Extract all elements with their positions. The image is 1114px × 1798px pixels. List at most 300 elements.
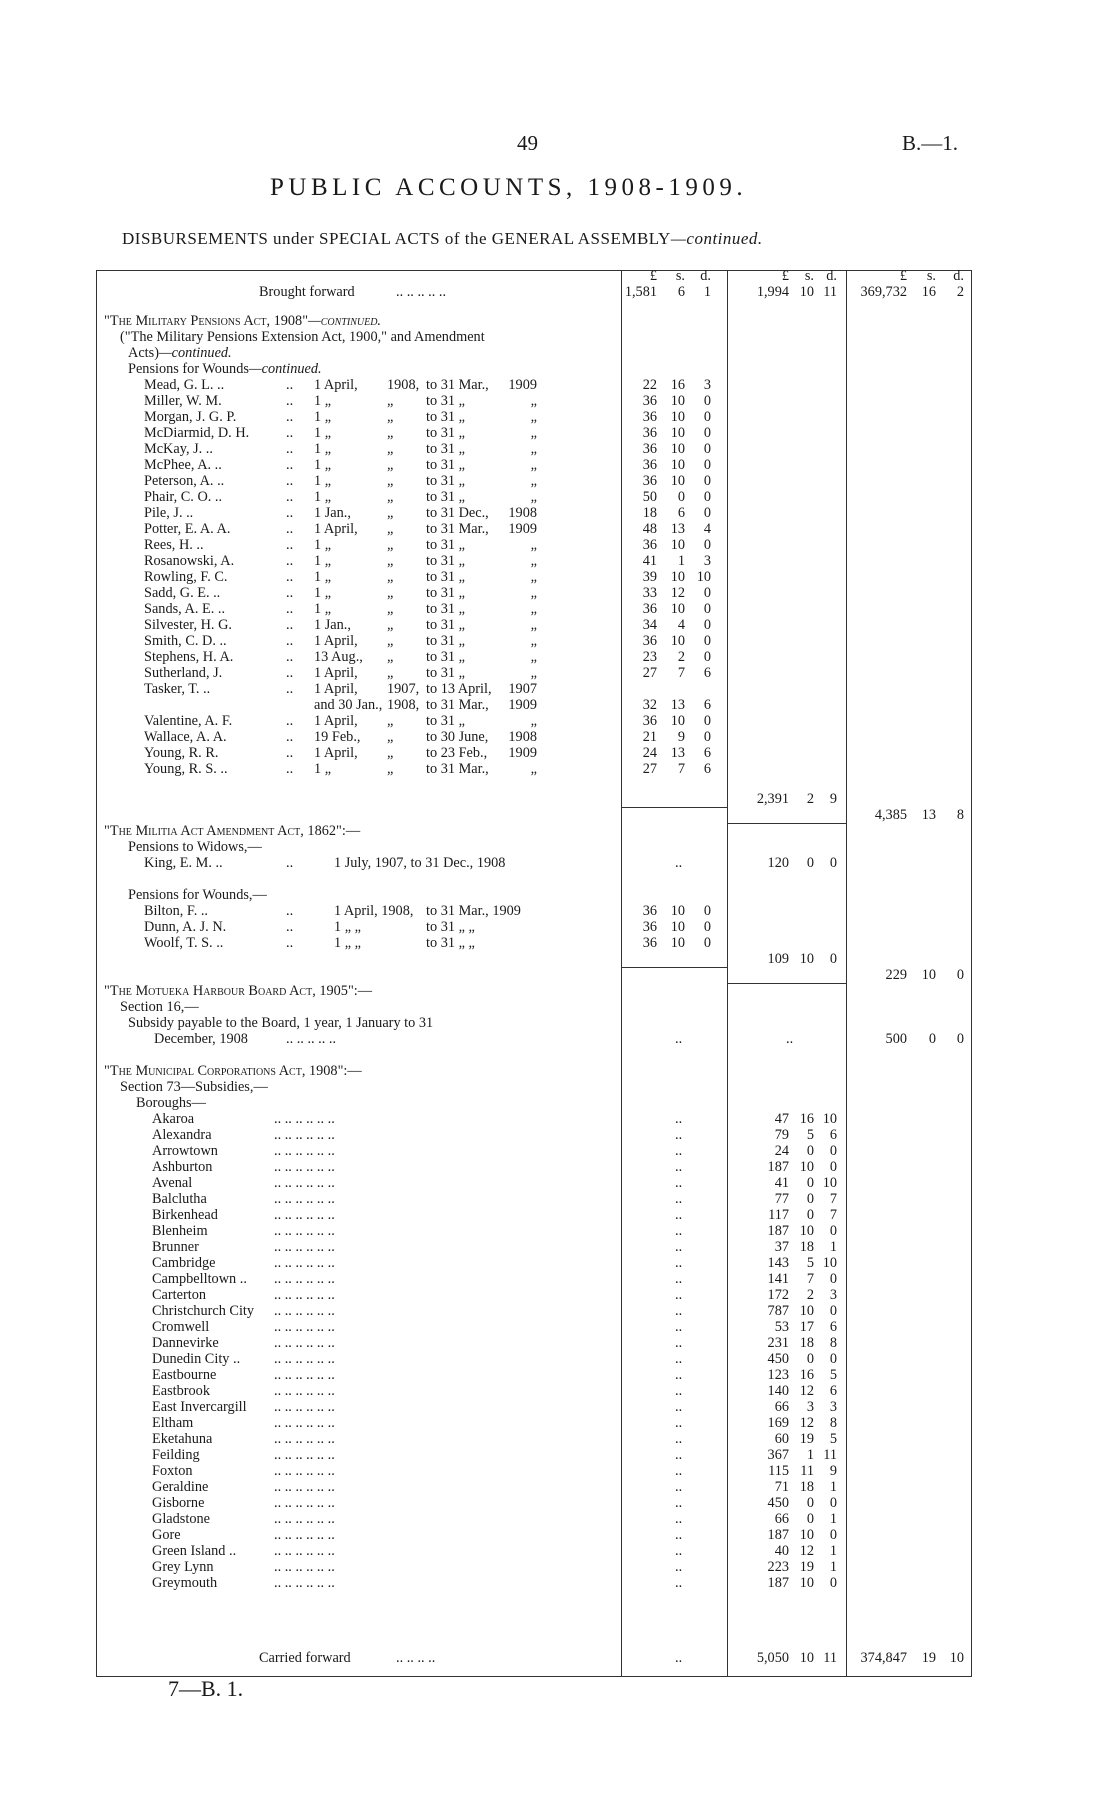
pension-amount-pounds: 36 [642, 537, 657, 553]
military-total-pounds: 4,385 [874, 807, 907, 823]
period-start-year: „ [387, 569, 394, 585]
borough-name: Dannevirke [152, 1335, 219, 1351]
borough-subsidy-pence: 0 [829, 1527, 837, 1543]
borough-subsidy-shillings: 0 [806, 1207, 814, 1223]
period-end: to 31 „ [426, 713, 465, 729]
page-title: PUBLIC ACCOUNTS, 1908-1909. [270, 174, 748, 201]
pension-amount-pounds: 27 [642, 761, 657, 777]
borough-subsidy-pounds: 47 [774, 1111, 789, 1127]
pension-amount-pounds: 36 [642, 633, 657, 649]
pension-amount-shillings: 13 [670, 521, 685, 537]
borough-subsidy-pence: 8 [829, 1415, 837, 1431]
borough-col1-leader: .. [675, 1207, 683, 1223]
borough-subsidy-pence: 1 [829, 1511, 837, 1527]
bf-col3-pounds: 369,732 [860, 284, 907, 300]
borough-name: Gisborne [152, 1495, 205, 1511]
pension-amount-shillings: 10 [670, 633, 685, 649]
borough-subsidy-shillings: 0 [806, 1175, 814, 1191]
pensioner-name: Wallace, A. A. [144, 729, 227, 745]
name-leader: .. [286, 553, 294, 569]
col3-pence-header: d. [953, 268, 964, 284]
cf-col2-shillings: 10 [799, 1650, 814, 1666]
borough-col1-leader: .. [675, 1575, 683, 1591]
pensioner-name: Mead, G. L. .. [144, 377, 225, 393]
col3-pound-header: £ [899, 268, 907, 284]
period-end-year: „ [530, 441, 537, 457]
pension-amount-pounds: 36 [642, 441, 657, 457]
pensioner-name: Phair, C. O. .. [144, 489, 223, 505]
borough-leader: .. .. .. .. .. .. [274, 1383, 335, 1399]
borough-col1-leader: .. [675, 1479, 683, 1495]
military-act-heading [104, 313, 381, 329]
period-end-year: „ [530, 665, 537, 681]
borough-name: Foxton [152, 1463, 193, 1479]
borough-subsidy-pence: 6 [829, 1383, 837, 1399]
pension-amount-pounds: 48 [642, 521, 657, 537]
municipal-act-heading: "The Municipal Corporations Act, 1908":— [104, 1063, 362, 1079]
name-leader: .. [286, 473, 294, 489]
period-start: 1 „ „ [334, 919, 361, 935]
table-right-border [971, 270, 972, 1677]
pension-amount-shillings: 10 [670, 601, 685, 617]
borough-subsidy-pence: 3 [829, 1399, 837, 1415]
pensioner-name: Silvester, H. G. [144, 617, 232, 633]
borough-subsidy-shillings: 0 [806, 1511, 814, 1527]
period-start-year: „ [387, 489, 394, 505]
period-end: to 31 „ [426, 409, 465, 425]
period-end: to 31 Dec., [426, 505, 489, 521]
widow-amount-pounds: 120 [767, 855, 789, 871]
period-end-year: „ [530, 601, 537, 617]
borough-leader: .. .. .. .. .. .. [274, 1431, 335, 1447]
name-leader: .. [286, 441, 294, 457]
borough-subsidy-pounds: 123 [767, 1367, 789, 1383]
borough-leader: .. .. .. .. .. .. [274, 1111, 335, 1127]
col1-border [621, 270, 622, 1677]
name-leader: .. [286, 425, 294, 441]
militia-col2-rule [727, 983, 846, 984]
period-start: 1 „ „ [334, 935, 361, 951]
pension-amount-shillings: 10 [670, 713, 685, 729]
period-end-year: 1908 [508, 729, 537, 745]
subtitle-suffix: —continued. [670, 229, 763, 248]
pension-amount-pence: 0 [703, 473, 711, 489]
bf-col1-pounds: 1,581 [624, 284, 657, 300]
pension-amount-shillings: 10 [670, 473, 685, 489]
name-leader: .. [286, 919, 294, 935]
pension-amount-pence: 10 [696, 569, 711, 585]
pension-amount-pence: 0 [703, 537, 711, 553]
table-left-border [96, 270, 97, 1677]
borough-subsidy-shillings: 19 [799, 1559, 814, 1575]
borough-subsidy-pounds: 40 [774, 1543, 789, 1559]
period-start: 1 „ [314, 585, 332, 601]
period-end-year: 1909 [508, 521, 537, 537]
military-subtotal-shillings: 2 [806, 791, 814, 807]
borough-subsidy-pounds: 187 [767, 1223, 789, 1239]
pension-amount-shillings: 10 [670, 457, 685, 473]
pension-amount-shillings: 10 [670, 935, 685, 951]
borough-subsidy-pounds: 787 [767, 1303, 789, 1319]
pensions-wounds-heading [128, 361, 322, 377]
col3-shilling-header: s. [926, 268, 936, 284]
borough-subsidy-pence: 0 [829, 1271, 837, 1287]
period-start: 1 „ [314, 457, 332, 473]
borough-subsidy-pounds: 187 [767, 1159, 789, 1175]
borough-subsidy-pounds: 60 [774, 1431, 789, 1447]
pension-amount-pounds: 50 [642, 489, 657, 505]
pensioner-name: Rowling, F. C. [144, 569, 228, 585]
cf-col2-pence: 11 [823, 1650, 837, 1666]
period-end: to 31 „ [426, 441, 465, 457]
page-subtitle [122, 229, 763, 249]
borough-subsidy-pence: 0 [829, 1575, 837, 1591]
borough-col1-leader: .. [675, 1383, 683, 1399]
name-leader: .. [286, 745, 294, 761]
borough-leader: .. .. .. .. .. .. [274, 1527, 335, 1543]
name-leader: .. [286, 633, 294, 649]
boroughs-heading: Boroughs— [136, 1095, 206, 1111]
pension-amount-pence: 0 [703, 601, 711, 617]
pensioner-name: Morgan, J. G. P. [144, 409, 237, 425]
pension-amount-shillings: 7 [677, 761, 685, 777]
name-leader: .. [286, 713, 294, 729]
name-leader: .. [286, 537, 294, 553]
period-start: 1 „ [314, 601, 332, 617]
report-reference: B.—1. [902, 131, 959, 155]
name-leader: .. [286, 409, 294, 425]
pension-amount-pounds: 36 [642, 393, 657, 409]
pension-amount-pounds: 23 [642, 649, 657, 665]
name-leader: .. [286, 903, 294, 919]
borough-subsidy-shillings: 18 [799, 1479, 814, 1495]
period-start: 1 April, [314, 745, 358, 761]
borough-subsidy-shillings: 12 [799, 1383, 814, 1399]
borough-subsidy-pounds: 140 [767, 1383, 789, 1399]
borough-subsidy-pence: 6 [829, 1127, 837, 1143]
pensioner-name: McPhee, A. .. [144, 457, 222, 473]
militia-act-heading: "The Militia Act Amendment Act, 1862":— [104, 823, 361, 839]
motueka-line2: December, 1908 [154, 1031, 248, 1047]
pensioner-name: McDiarmid, D. H. [144, 425, 250, 441]
borough-name: Geraldine [152, 1479, 209, 1495]
brought-forward-leaders: .. .. .. .. .. [396, 284, 447, 300]
period-start: 1 April, [314, 681, 358, 697]
borough-subsidy-pounds: 117 [768, 1207, 789, 1223]
name-leader: .. [286, 585, 294, 601]
period-end-year: „ [530, 713, 537, 729]
borough-subsidy-pence: 6 [829, 1319, 837, 1335]
borough-col1-leader: .. [675, 1511, 683, 1527]
borough-name: Eastbourne [152, 1367, 217, 1383]
pensioner-name: Valentine, A. F. [144, 713, 233, 729]
borough-subsidy-pence: 10 [822, 1111, 837, 1127]
pension-amount-pounds: 36 [642, 903, 657, 919]
borough-leader: .. .. .. .. .. .. [274, 1271, 335, 1287]
pension-amount-pounds: 18 [642, 505, 657, 521]
period-end: to 31 „ [426, 633, 465, 649]
pension-amount-pence: 0 [703, 935, 711, 951]
borough-subsidy-pounds: 79 [774, 1127, 789, 1143]
borough-leader: .. .. .. .. .. .. [274, 1239, 335, 1255]
col2-shilling-header: s. [804, 268, 814, 284]
period-end-year: 1909 [508, 745, 537, 761]
borough-col1-leader: .. [675, 1463, 683, 1479]
pension-amount-shillings: 10 [670, 537, 685, 553]
period-start: 1 „ [314, 425, 332, 441]
military-act-title: "The Military Pensions Act, 1908" [104, 313, 309, 329]
borough-subsidy-shillings: 12 [799, 1415, 814, 1431]
pension-amount-shillings: 10 [670, 393, 685, 409]
widow-amount-pence: 0 [829, 855, 837, 871]
borough-subsidy-pounds: 187 [767, 1527, 789, 1543]
militia-subtotal-shillings: 10 [799, 951, 814, 967]
pensioner-name: Smith, C. D. .. [144, 633, 227, 649]
borough-subsidy-pence: 0 [829, 1303, 837, 1319]
name-leader: .. [286, 377, 294, 393]
extension-act-acts: Acts) [128, 345, 159, 361]
borough-subsidy-shillings: 0 [806, 1143, 814, 1159]
pension-amount-pounds: 36 [642, 919, 657, 935]
widow-amount-shillings: 0 [806, 855, 814, 871]
pension-amount-pounds: 36 [642, 457, 657, 473]
borough-leader: .. .. .. .. .. .. [274, 1351, 335, 1367]
period-end: to 31 „ [426, 457, 465, 473]
pension-amount-pence: 6 [703, 745, 711, 761]
name-leader: .. [286, 617, 294, 633]
borough-name: Eastbrook [152, 1383, 210, 1399]
borough-subsidy-shillings: 10 [799, 1527, 814, 1543]
borough-subsidy-pounds: 169 [767, 1415, 789, 1431]
military-subtotal-pounds: 2,391 [756, 791, 789, 807]
borough-name: Christchurch City [152, 1303, 255, 1319]
pensions-wounds-label: Pensions for Wounds [128, 361, 249, 377]
brought-forward-label: Brought forward [259, 284, 355, 300]
pension-amount-pence: 0 [703, 633, 711, 649]
period-start: 13 Aug., [314, 649, 363, 665]
pension-amount-pence: 6 [703, 761, 711, 777]
borough-col1-leader: .. [675, 1191, 683, 1207]
period-end: to 30 June, [426, 729, 489, 745]
militia-total-shillings: 10 [921, 967, 936, 983]
col2-pound-header: £ [781, 268, 789, 284]
borough-leader: .. .. .. .. .. .. [274, 1479, 335, 1495]
period-start-year: „ [387, 441, 394, 457]
borough-name: Carterton [152, 1287, 206, 1303]
borough-subsidy-shillings: 0 [806, 1351, 814, 1367]
borough-name: Arrowtown [152, 1143, 218, 1159]
period-end: to 31 Mar., [426, 377, 489, 393]
borough-leader: .. .. .. .. .. .. [274, 1223, 335, 1239]
pension-amount-shillings: 13 [670, 697, 685, 713]
period-start-year: „ [387, 393, 394, 409]
pension-amount-pence: 0 [703, 489, 711, 505]
period-start-year: „ [387, 729, 394, 745]
borough-subsidy-shillings: 2 [806, 1287, 814, 1303]
col3-border [846, 270, 847, 1677]
widow-leader: .. [286, 855, 294, 871]
pensioner-name: Miller, W. M. [144, 393, 222, 409]
name-leader: .. [286, 569, 294, 585]
borough-col1-leader: .. [675, 1239, 683, 1255]
period-end-year: „ [530, 473, 537, 489]
borough-name: Greymouth [152, 1575, 218, 1591]
period-start: 1 „ [314, 441, 332, 457]
pension-amount-pounds: 36 [642, 935, 657, 951]
pension-amount-shillings: 16 [670, 377, 685, 393]
period-start: 1 April, [314, 665, 358, 681]
pensioner-name: Rees, H. .. [144, 537, 204, 553]
period-end-year: 1909 [508, 377, 537, 393]
pensioner-name: Potter, E. A. A. [144, 521, 231, 537]
period-end: to 23 Feb., [426, 745, 488, 761]
pensioner-name: Young, R. R. [144, 745, 219, 761]
borough-leader: .. .. .. .. .. .. [274, 1415, 335, 1431]
pension-amount-pence: 0 [703, 617, 711, 633]
name-leader: .. [286, 601, 294, 617]
col1-pence-header: d. [700, 268, 711, 284]
pension-amount-pounds: 32 [642, 697, 657, 713]
borough-name: Eketahuna [152, 1431, 213, 1447]
borough-subsidy-pounds: 53 [774, 1319, 789, 1335]
pensioner-name: Bilton, F. .. [144, 903, 209, 919]
borough-subsidy-pence: 1 [829, 1239, 837, 1255]
period-end-year: „ [530, 761, 537, 777]
borough-name: Akaroa [152, 1111, 195, 1127]
borough-col1-leader: .. [675, 1223, 683, 1239]
pensioner-name: Sutherland, J. [144, 665, 223, 681]
borough-subsidy-shillings: 10 [799, 1303, 814, 1319]
borough-subsidy-pounds: 77 [774, 1191, 789, 1207]
period-start: and 30 Jan., [314, 697, 383, 713]
accounts-table [96, 270, 972, 1677]
militia-wounds-heading: Pensions for Wounds,— [128, 887, 267, 903]
period-end-year: „ [530, 617, 537, 633]
pensioner-name: Dunn, A. J. N. [144, 919, 227, 935]
pension-amount-pence: 0 [703, 919, 711, 935]
military-act-suffix: —continued. [308, 313, 382, 329]
borough-subsidy-pence: 10 [822, 1255, 837, 1271]
borough-subsidy-shillings: 0 [806, 1495, 814, 1511]
borough-subsidy-shillings: 10 [799, 1575, 814, 1591]
borough-name: Avenal [152, 1175, 193, 1191]
borough-subsidy-pence: 1 [829, 1559, 837, 1575]
period-start-year: „ [387, 457, 394, 473]
period-start-year: „ [387, 425, 394, 441]
pension-amount-pounds: 36 [642, 425, 657, 441]
borough-name: Brunner [152, 1239, 199, 1255]
borough-subsidy-pounds: 141 [767, 1271, 789, 1287]
military-col1-rule [621, 807, 727, 808]
bf-col1-pence: 1 [703, 284, 711, 300]
pension-amount-shillings: 0 [677, 489, 685, 505]
pensioner-name: Peterson, A. .. [144, 473, 225, 489]
borough-leader: .. .. .. .. .. .. [274, 1559, 335, 1575]
borough-col1-leader: .. [675, 1175, 683, 1191]
borough-subsidy-shillings: 10 [799, 1223, 814, 1239]
period-start: 1 April, 1908, [334, 903, 414, 919]
borough-leader: .. .. .. .. .. .. [274, 1255, 335, 1271]
pension-amount-pounds: 39 [642, 569, 657, 585]
carried-forward-label: Carried forward [259, 1650, 351, 1666]
borough-col1-leader: .. [675, 1255, 683, 1271]
extension-act-line2 [128, 345, 232, 361]
period-end: to 13 April, [426, 681, 492, 697]
military-total-shillings: 13 [921, 807, 936, 823]
borough-subsidy-shillings: 0 [806, 1191, 814, 1207]
borough-leader: .. .. .. .. .. .. [274, 1575, 335, 1591]
subtitle-main: DISBURSEMENTS under SPECIAL ACTS of the GENERAL ASSEMBLY [122, 229, 671, 248]
motueka-total-pounds: 500 [885, 1031, 907, 1047]
table-top-rule [96, 270, 972, 271]
borough-name: Birkenhead [152, 1207, 218, 1223]
borough-name: East Invercargill [152, 1399, 247, 1415]
borough-subsidy-shillings: 10 [799, 1159, 814, 1175]
borough-subsidy-pounds: 24 [774, 1143, 789, 1159]
period-start: 1 April, [314, 713, 358, 729]
period-end: to 31 „ [426, 473, 465, 489]
borough-subsidy-shillings: 5 [806, 1127, 814, 1143]
borough-subsidy-pence: 1 [829, 1543, 837, 1559]
pension-amount-shillings: 10 [670, 409, 685, 425]
borough-col1-leader: .. [675, 1303, 683, 1319]
pension-amount-pounds: 33 [642, 585, 657, 601]
pensioner-name: Sands, A. E. .. [144, 601, 226, 617]
period-end: to 31 Mar., [426, 761, 489, 777]
period-end: to 31 „ [426, 537, 465, 553]
pension-amount-pence: 0 [703, 903, 711, 919]
period-start-year: 1908, [387, 377, 420, 393]
borough-col1-leader: .. [675, 1319, 683, 1335]
borough-col1-leader: .. [675, 1351, 683, 1367]
period-end-year: „ [530, 409, 537, 425]
name-leader: .. [286, 457, 294, 473]
borough-subsidy-pounds: 223 [767, 1559, 789, 1575]
borough-col1-leader: .. [675, 1415, 683, 1431]
borough-name: Dunedin City .. [152, 1351, 241, 1367]
pension-amount-shillings: 10 [670, 919, 685, 935]
borough-col1-leader: .. [675, 1287, 683, 1303]
period-start-year: „ [387, 505, 394, 521]
col1-pound-header: £ [649, 268, 657, 284]
borough-col1-leader: .. [675, 1335, 683, 1351]
borough-subsidy-pence: 8 [829, 1335, 837, 1351]
name-leader: .. [286, 665, 294, 681]
pensioner-name: Woolf, T. S. .. [144, 935, 224, 951]
borough-subsidy-shillings: 18 [799, 1335, 814, 1351]
period-end: to 31 „ [426, 601, 465, 617]
borough-subsidy-shillings: 17 [799, 1319, 814, 1335]
borough-col1-leader: .. [675, 1399, 683, 1415]
borough-subsidy-shillings: 3 [806, 1399, 814, 1415]
period-end-year: „ [530, 393, 537, 409]
period-start-year: „ [387, 409, 394, 425]
borough-subsidy-pence: 0 [829, 1159, 837, 1175]
col1-shilling-header: s. [675, 268, 685, 284]
borough-col1-leader: .. [675, 1159, 683, 1175]
borough-subsidy-shillings: 16 [799, 1111, 814, 1127]
period-end: to 31 „ [426, 489, 465, 505]
pension-amount-pence: 0 [703, 441, 711, 457]
period-start-year: „ [387, 553, 394, 569]
borough-subsidy-pounds: 367 [767, 1447, 789, 1463]
pension-amount-pence: 0 [703, 425, 711, 441]
pension-amount-pounds: 36 [642, 601, 657, 617]
period-end: to 31 „ [426, 649, 465, 665]
period-end-year: 1907 [508, 681, 537, 697]
period-end-year: „ [530, 489, 537, 505]
period-start: 1 April, [314, 633, 358, 649]
